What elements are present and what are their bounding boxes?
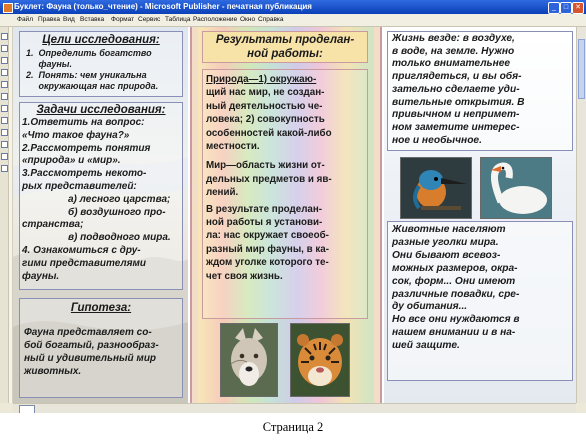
task-line: фауны.	[22, 270, 60, 282]
right-top-line: приглядеться, и вы обя-	[392, 71, 522, 83]
autoshapes-tool-icon[interactable]	[1, 141, 8, 148]
menu-tools[interactable]: Сервис	[138, 16, 161, 23]
right-bottom-line: различные повадки, сре-	[392, 288, 520, 300]
task-line: 2.Рассмотреть понятия	[22, 142, 151, 154]
results-title-line: Результаты проделан-	[215, 34, 355, 46]
select-tool-icon[interactable]	[1, 33, 8, 40]
task-line: 1.Ответить на вопрос:	[22, 117, 145, 128]
right-top-line: Жизнь везде: в воздухе,	[392, 33, 515, 44]
arrow-tool-icon[interactable]	[1, 105, 8, 112]
right-bottom-line: сок, форм... Они имеют	[392, 275, 516, 287]
menu-window[interactable]: Окно	[240, 16, 256, 23]
right-top-line: ное и необычное.	[392, 134, 482, 146]
rectangle-tool-icon[interactable]	[1, 129, 8, 136]
right-bottom-line: ду обитания...	[392, 301, 468, 313]
app-icon	[3, 3, 13, 13]
goal-line: 2. Понять: чем уникальна	[26, 70, 147, 80]
results-line: ждом уголке которого те-	[206, 257, 329, 269]
results-line: щий нас мир, не создан-	[206, 87, 325, 99]
menu-format[interactable]: Формат	[111, 16, 135, 23]
tasks-textbox[interactable]	[19, 102, 183, 290]
results-title-textbox[interactable]	[202, 31, 368, 63]
results-line: особенностей какой-либо	[206, 127, 332, 139]
hypothesis-textbox[interactable]	[19, 298, 183, 398]
right-bottom-line: Но все они нуждаются в	[392, 314, 520, 326]
right-panel	[384, 27, 576, 403]
window-title: Буклет: Фауна (только_чтение) - Microsoft Publisher - печатная публикация	[14, 2, 312, 11]
task-line: странства;	[22, 219, 84, 231]
bird-photo[interactable]	[400, 157, 472, 219]
results-line: ный деятельностью че-	[206, 100, 323, 112]
right-bottom-line: можных размеров, окра-	[392, 262, 518, 274]
menu-file[interactable]: Файл	[17, 16, 33, 23]
results-line: чет своя жизнь.	[206, 270, 283, 282]
menu-help[interactable]: Справка	[258, 16, 284, 23]
menu-bar	[0, 14, 586, 27]
right-bottom-line: Они бывают всевоз-	[392, 249, 501, 261]
results-line: ла: нас окружает своеоб-	[206, 230, 329, 242]
goal-line: фауны.	[26, 59, 72, 69]
maximize-button[interactable]: □	[560, 2, 572, 14]
results-line: дельных предметов и яв-	[206, 173, 332, 185]
hypothesis-line: животных.	[24, 366, 82, 377]
wolf-photo[interactable]	[220, 323, 278, 397]
hypothesis-line: Фауна представляет со-	[24, 327, 152, 338]
objects-toolbar	[0, 27, 9, 403]
minimize-button[interactable]: _	[548, 2, 560, 14]
tiger-photo[interactable]	[290, 323, 350, 397]
wordart-tool-icon[interactable]	[1, 69, 8, 76]
task-line: а) лесного царства;	[68, 193, 171, 205]
tasks-title: Задачи исследования:	[36, 104, 166, 116]
text-box-tool-icon[interactable]	[1, 45, 8, 52]
right-bottom-line: Животные населяют	[392, 224, 506, 235]
right-bottom-line: шей защите.	[392, 340, 460, 352]
middle-panel	[190, 27, 382, 403]
task-line: в) подводного мира.	[68, 232, 171, 244]
table-tool-icon[interactable]	[1, 57, 8, 64]
oval-tool-icon[interactable]	[1, 117, 8, 124]
right-top-line: в воде, на земле. Нужно	[392, 45, 515, 57]
publication-page[interactable]	[13, 27, 576, 403]
right-bottom-line: нашем внимании и в на-	[392, 327, 516, 339]
task-line: 3.Рассмотреть некото-	[22, 168, 147, 180]
menu-edit[interactable]: Правка	[38, 16, 60, 23]
results-title-line: ной работы:	[247, 48, 323, 60]
scroll-thumb[interactable]	[578, 39, 585, 99]
results-line: разный мир фауны, в ка-	[206, 243, 329, 255]
results-line: местности.	[206, 141, 260, 153]
menu-arrange[interactable]: Расположение	[193, 16, 238, 23]
hypothesis-line: бой богатый, разнообраз-	[24, 340, 159, 351]
menu-insert[interactable]: Вставка	[80, 16, 105, 23]
right-top-line: привычном и непримет-	[392, 109, 520, 121]
hypothesis-line: ный и удивительный мир	[24, 353, 157, 364]
goal-line: окружающая нас природа.	[26, 81, 159, 91]
right-bottom-line: разные уголки мира.	[392, 236, 499, 248]
results-line: лений.	[206, 187, 239, 199]
title-bar[interactable]	[0, 0, 586, 14]
task-line: 4. Ознакомиться с дру-	[22, 244, 141, 256]
goal-line: 1. Определить богатство	[26, 48, 152, 58]
hypothesis-title: Гипотеза:	[70, 302, 132, 314]
menu-table[interactable]: Таблица	[165, 16, 191, 23]
close-button[interactable]: ✕	[572, 2, 584, 14]
right-top-line: вительные открытия. В	[392, 96, 525, 108]
vertical-scrollbar[interactable]	[576, 27, 586, 403]
swan-photo[interactable]	[480, 157, 552, 219]
right-top-line: только внимательнее	[392, 58, 511, 70]
hot-spot-tool-icon[interactable]	[1, 153, 8, 160]
goals-textbox[interactable]	[19, 31, 183, 97]
goals-title: Цели исследования:	[42, 34, 160, 46]
task-line: гими представителями	[22, 257, 147, 269]
task-line: «природа» и «мир».	[22, 155, 121, 167]
task-line: рых представителей:	[22, 180, 137, 192]
results-line: Природа—1) окружаю-	[206, 74, 317, 85]
menu-view[interactable]: Вид	[63, 16, 75, 23]
picture-tool-icon[interactable]	[1, 81, 8, 88]
task-line: б) воздушного про-	[68, 206, 166, 218]
page-caption: Страница 2	[262, 420, 324, 434]
results-line: ловека; 2) совокупность	[206, 114, 325, 126]
right-top-line: ном заметите интерес-	[392, 121, 520, 133]
results-line: ной работы я установи-	[206, 217, 323, 229]
left-panel	[13, 27, 188, 403]
animals-textbox[interactable]	[387, 221, 573, 381]
results-body-textbox[interactable]	[202, 69, 368, 319]
form-control-tool-icon[interactable]	[1, 165, 8, 172]
results-line: В результате проделан-	[206, 203, 323, 215]
line-tool-icon[interactable]	[1, 93, 8, 100]
right-top-line: зательно сделаете уди-	[392, 83, 520, 95]
life-everywhere-textbox[interactable]	[387, 31, 573, 151]
task-line: «Что такое фауна?»	[22, 129, 130, 141]
page-icon[interactable]	[19, 405, 35, 413]
results-line: Мир—область жизни от-	[206, 160, 325, 172]
page-navigation-bar	[13, 403, 576, 413]
